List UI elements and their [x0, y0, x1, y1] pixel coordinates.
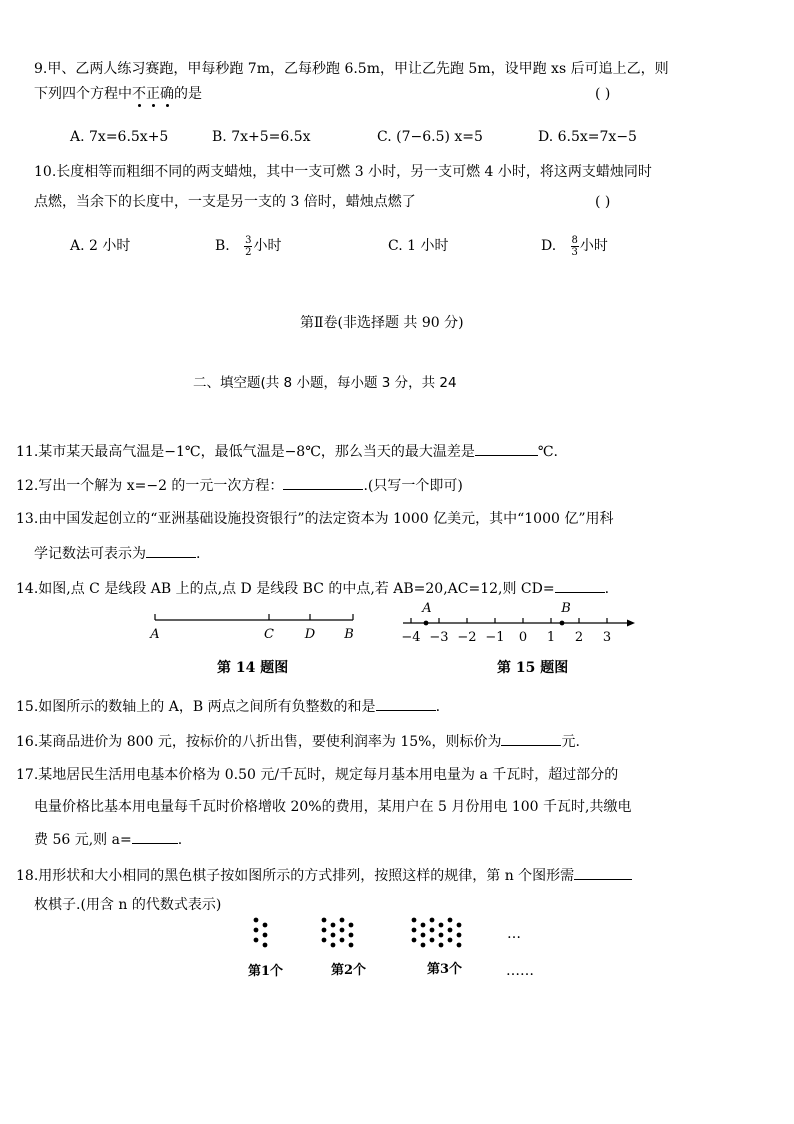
pattern-caption-2: 第2个 — [331, 963, 367, 978]
chess-piece-dot — [448, 928, 453, 933]
figure-15-caption: 第 15 题图 — [497, 660, 569, 676]
figure-14-caption: 第 14 题图 — [217, 660, 289, 676]
q12: 12.写出一个解为 x=−2 的一元一次方程： .(只写一个即可) — [16, 475, 463, 496]
part2-title: 第Ⅱ卷(非选择题 共 90 分) — [300, 315, 464, 331]
q17-line3: 费 56 元,则 a= . — [34, 829, 182, 850]
emphasis-char: 不 — [132, 86, 146, 102]
q10-option-b: B. $\frac{3}{2}$ 小时 — [215, 234, 282, 258]
answer-blank[interactable] — [501, 731, 561, 746]
chess-piece-dot — [457, 943, 462, 948]
label-a: A — [150, 627, 160, 642]
tick-label: −1 — [485, 630, 505, 645]
chess-piece-dot — [412, 938, 417, 943]
tick-label: 1 — [546, 630, 556, 645]
q9-option-c: C. (7−6.5) x=5 — [377, 129, 483, 145]
label-d: D — [304, 627, 316, 642]
pattern-ellipsis: … — [507, 926, 521, 942]
chess-piece-dot — [263, 943, 268, 948]
label-point-a: A — [422, 601, 432, 616]
section2-title: 二、填空题(共 8 小题，每小题 3 分，共 24 — [193, 375, 457, 391]
chess-piece-dot — [430, 918, 435, 923]
q15: 15.如图所示的数轴上的 A，B 两点之间所有负整数的和是 . — [16, 696, 440, 717]
q11: 11.某市某天最高气温是−1℃，最低气温是−8℃，那么当天的最大温差是 ℃. — [16, 441, 558, 462]
point-b-dot — [560, 621, 565, 626]
chess-piece-dot — [457, 933, 462, 938]
chess-piece-dot — [439, 923, 444, 928]
q17-line2: 电量价格比基本用电量每千瓦时价格增收 20%的费用，某用户在 5 月份用电 100 千瓦时,共缴电 — [34, 799, 632, 815]
chess-piece-dot — [263, 933, 268, 938]
caption-ellipsis: …… — [506, 963, 534, 979]
chess-piece-dot — [340, 938, 345, 943]
chess-piece-dot — [254, 928, 259, 933]
q9-option-d: D. 6.5x=7x−5 — [538, 129, 637, 145]
answer-blank[interactable] — [146, 543, 196, 558]
chess-piece-dot — [331, 943, 336, 948]
q9-option-b: B. 7x+5=6.5x — [212, 129, 311, 145]
q10-answer-paren: ( ) — [595, 194, 611, 210]
chess-piece-dot — [448, 938, 453, 943]
q10-line2: 点燃，当余下的长度中，一支是另一支的 3 倍时，蜡烛点燃了 — [34, 194, 416, 210]
q9-option-a: A. 7x=6.5x+5 — [70, 129, 169, 145]
chess-piece-dot — [340, 918, 345, 923]
q14: 14.如图,点 C 是线段 AB 上的点,点 D 是线段 BC 的中点,若 AB=20,AC=12,则 CD= . — [16, 578, 609, 599]
emphasis-char: 确 — [160, 86, 174, 102]
q13-line2: 学记数法可表示为 . — [34, 543, 200, 564]
chess-piece-dot — [322, 928, 327, 933]
chess-piece-dot — [421, 943, 426, 948]
chess-piece-dot — [322, 938, 327, 943]
fraction: $\frac{8}{3}$ — [571, 234, 578, 258]
chess-piece-dot — [349, 923, 354, 928]
chess-piece-dot — [457, 923, 462, 928]
chess-piece-dot — [448, 918, 453, 923]
arrow-right-icon — [627, 620, 635, 627]
q9-line1: 9.甲、乙两人练习赛跑，甲每秒跑 7m，乙每秒跑 6.5m，甲让乙先跑 5m，设甲跑 xs 后可追上乙，则 — [34, 61, 669, 77]
chess-piece-dot — [439, 933, 444, 938]
chess-piece-dot — [254, 938, 259, 943]
chess-piece-dot — [331, 933, 336, 938]
chess-piece-dot — [331, 923, 336, 928]
chess-piece-dot — [421, 923, 426, 928]
q9-line2: 下列四个方程中不正确的是 — [34, 86, 202, 102]
q10-option-c: C. 1 小时 — [388, 238, 449, 254]
tick-label: 3 — [602, 630, 612, 645]
q18-line1: 18.用形状和大小相同的黑色棋子按如图所示的方式排列，按照这样的规律，第 n 个图形需 — [16, 865, 632, 886]
figure-14-segment — [145, 600, 370, 645]
chess-piece-dot — [412, 918, 417, 923]
answer-blank[interactable] — [555, 578, 605, 593]
chess-piece-dot — [412, 928, 417, 933]
chess-piece-dot — [254, 918, 259, 923]
answer-blank[interactable] — [132, 829, 178, 844]
chess-piece-dot — [439, 943, 444, 948]
label-b: B — [344, 627, 354, 642]
emphasis-text — [132, 86, 174, 102]
chess-piece-dot — [322, 918, 327, 923]
emphasis-char: 正 — [146, 86, 160, 102]
q10-option-a: A. 2 小时 — [70, 238, 131, 254]
answer-blank[interactable] — [376, 696, 436, 711]
pattern-caption-1: 第1个 — [248, 964, 284, 979]
q13-line1: 13.由中国发起创立的“亚洲基础设施投资银行”的法定资本为 1000 亿美元，其中“1000 亿”用科 — [16, 511, 614, 527]
tick-label: 2 — [574, 630, 584, 645]
fraction: $\frac{3}{2}$ — [245, 234, 252, 258]
chess-piece-dot — [430, 938, 435, 943]
figure-15-number-line — [395, 597, 640, 645]
chess-piece-dot — [349, 933, 354, 938]
chess-piece-dot — [349, 943, 354, 948]
figure-18-patterns — [240, 912, 550, 984]
point-a-dot — [424, 621, 429, 626]
tick-label: −2 — [457, 630, 477, 645]
chess-piece-dot — [263, 923, 268, 928]
tick-label: −3 — [429, 630, 449, 645]
q17-line1: 17.某地居民生活用电基本价格为 0.50 元/千瓦时，规定每月基本用电量为 a 千瓦时，超过部分的 — [16, 767, 619, 783]
q10-option-d: D. $\frac{8}{3}$ 小时 — [541, 234, 608, 258]
chess-piece-dot — [430, 928, 435, 933]
q18-line2: 枚棋子.(用含 n 的代数式表示) — [34, 897, 222, 913]
tick-label: 0 — [518, 630, 528, 645]
q10-line1: 10.长度相等而粗细不同的两支蜡烛，其中一支可燃 3 小时，另一支可燃 4 小时，将这两支蜡烛同时 — [34, 164, 652, 180]
q9-answer-paren: ( ) — [595, 86, 611, 102]
label-c: C — [264, 627, 274, 642]
answer-blank[interactable] — [283, 475, 363, 490]
label-point-b: B — [561, 601, 571, 616]
chess-piece-dot — [340, 928, 345, 933]
chess-piece-dot — [421, 933, 426, 938]
answer-blank[interactable] — [574, 865, 632, 880]
q16: 16.某商品进价为 800 元，按标价的八折出售，要使利润率为 15%，则标价为 元. — [16, 731, 580, 752]
tick-label: −4 — [401, 630, 421, 645]
pattern-caption-3: 第3个 — [427, 962, 463, 977]
answer-blank[interactable] — [475, 441, 538, 456]
